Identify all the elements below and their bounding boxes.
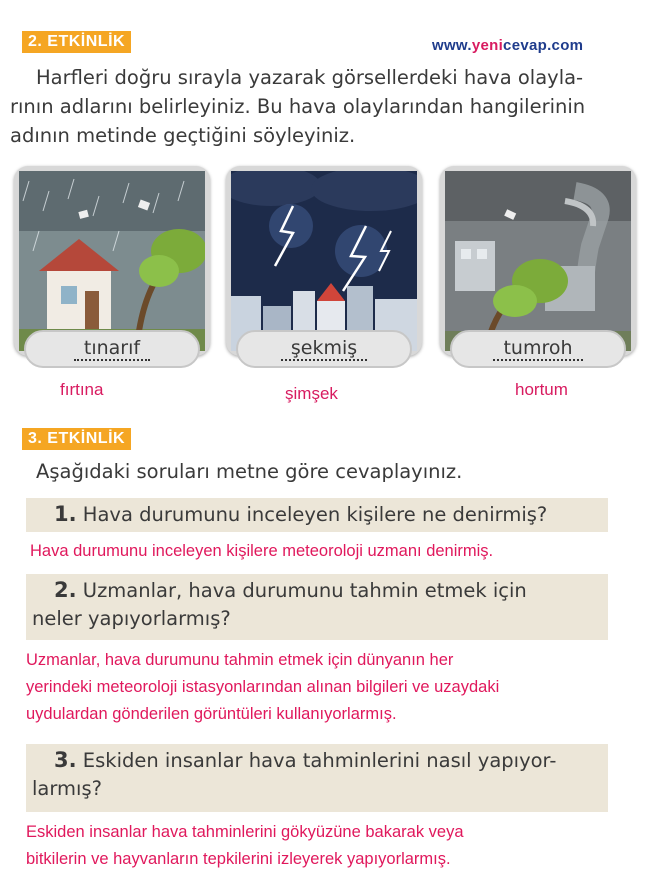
- answer-1-line-1: Hava durumunu inceleyen kişilere meteoroloji uzmanı denirmiş.: [30, 542, 494, 560]
- question-2-text-line-2: neler yapıyorlarmış?: [32, 607, 231, 630]
- answer-2-line-1: Uzmanlar, hava durumunu tahmin etmek için dünyanın her: [26, 651, 454, 669]
- question-1-text: Hava durumunu inceleyen kişilere ne denirmiş?: [82, 503, 548, 526]
- question-3-text-line-2: larmış?: [32, 777, 102, 800]
- storm-house-image: [14, 166, 210, 356]
- answer-3-line-1: Eskiden insanlar hava tahminlerini gökyüzüne bakarak veya: [26, 823, 464, 841]
- question-3-text-line-1: Eskiden insanlar hava tahminlerini nasıl yapıyor-: [82, 749, 557, 772]
- answer-3-line-2: bitkilerin ve hayvanların tepkilerini izleyerek yapıyorlarmış.: [26, 850, 451, 868]
- url-highlight: yeni: [471, 37, 504, 54]
- tornado-image: [440, 166, 636, 356]
- instruction-line-1: Harfleri doğru sırayla yazarak görsellerdeki hava olayla-: [36, 66, 584, 89]
- instruction-line-2: rının adlarını belirleyiniz. Bu hava olaylarından hangilerinin: [10, 95, 586, 118]
- lightning-city-image: [226, 166, 422, 356]
- instruction-line-3: adının metinde geçtiğini söyleyiniz.: [10, 124, 356, 147]
- answer-2-line-3: uydulardan gönderilen görüntüleri kullanıyorlarmış.: [26, 705, 397, 723]
- answer-word-1: fırtına: [60, 380, 104, 399]
- activity-2-badge: 2. ETKİNLİK: [22, 31, 131, 53]
- url-suffix: cevap.com: [503, 37, 584, 54]
- question-3-number: 3.: [54, 748, 77, 772]
- url-prefix: www.: [432, 37, 472, 54]
- answer-2-line-2: yerindeki meteoroloji istasyonlarından alınan bilgileri ve uzaydaki: [26, 678, 500, 696]
- scrambled-word-2: [236, 330, 412, 368]
- question-3-box: [26, 744, 608, 812]
- scrambled-text-1: tınarıf: [74, 337, 150, 361]
- question-2-box: [26, 574, 608, 640]
- question-1-box: [26, 498, 608, 532]
- website-url: [432, 37, 583, 54]
- question-2-text-line-1: Uzmanlar, hava durumunu tahmin etmek için: [82, 579, 527, 602]
- activity-3-badge: 3. ETKİNLİK: [22, 428, 131, 450]
- scrambled-text-2: şekmiş: [281, 337, 367, 361]
- question-2-number: 2.: [54, 578, 77, 602]
- activity-3-intro: Aşağıdaki soruları metne göre cevaplayınız.: [36, 460, 463, 483]
- scrambled-word-1: [24, 330, 200, 368]
- answer-word-2: şimşek: [285, 384, 338, 403]
- scrambled-word-3: [450, 330, 626, 368]
- answer-word-3: hortum: [515, 380, 568, 399]
- question-1-number: 1.: [54, 502, 77, 526]
- scrambled-text-3: tumroh: [493, 337, 582, 361]
